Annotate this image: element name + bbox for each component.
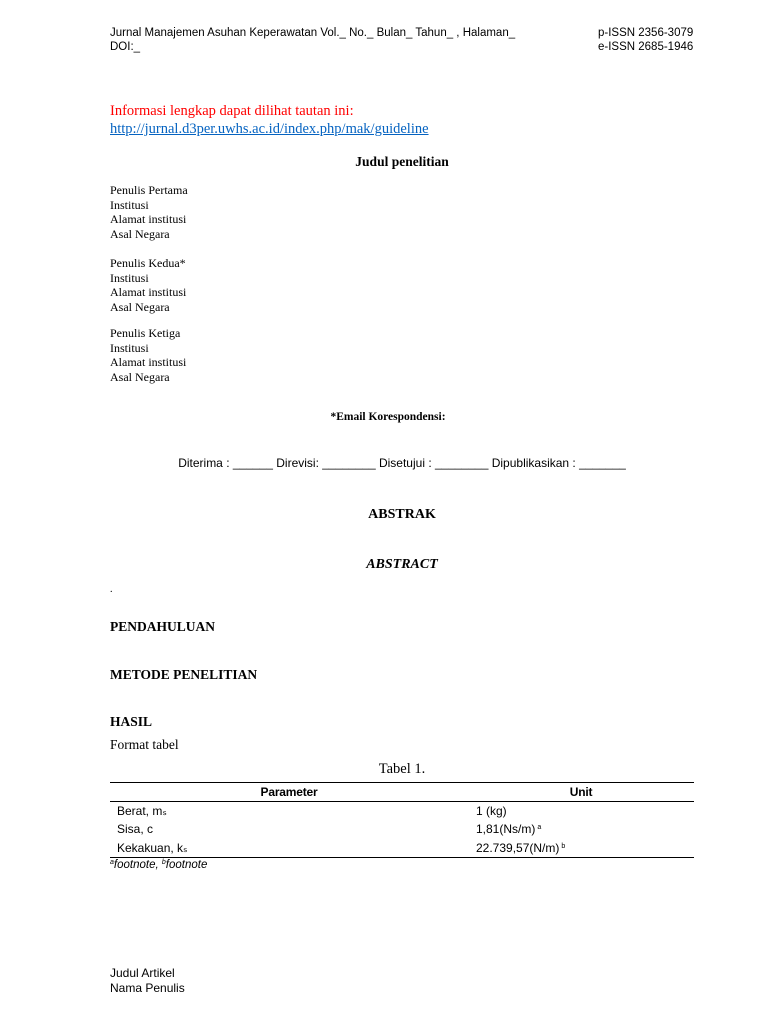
table-row	[110, 839, 694, 857]
table-footnote: $^a$footnote, $^b$footnote	[110, 859, 208, 871]
eissn: e-ISSN 2685-1946	[598, 40, 694, 53]
data-table	[110, 782, 694, 858]
pissn: p-ISSN 2356-3079	[598, 27, 694, 39]
email-correspondence: *Email Korespondensi:	[330, 411, 446, 423]
doi-line: DOI:_	[110, 40, 141, 53]
format-tabel-text: Format tabel	[110, 737, 179, 752]
journal-line: Jurnal Manajemen Asuhan Keperawatan Vol._ No._ Bulan_ Tahun_ , Halaman_	[110, 27, 516, 39]
header-parameter: Parameter	[260, 785, 318, 799]
table-caption: Tabel 1.	[378, 761, 426, 777]
section-hasil: HASIL	[110, 714, 153, 729]
cell-unit: 1,81(Ns/m) $^a$	[476, 822, 542, 837]
author-block-3	[110, 326, 186, 384]
paper-title: Judul penelitian	[355, 154, 449, 169]
guideline-link[interactable]: http://jurnal.d3per.uwhs.ac.id/index.php/mak/guideline	[110, 121, 429, 137]
author-name: Penulis Kedua*	[110, 256, 186, 270]
header-unit: Unit	[569, 785, 593, 799]
abstract-heading: ABSTRACT	[366, 557, 438, 572]
author-block-2	[110, 256, 186, 314]
author-address: Alamat institusi	[110, 355, 187, 369]
table-row	[110, 820, 694, 838]
author-country: Asal Negara	[110, 369, 170, 384]
author-name: Penulis Pertama	[110, 183, 188, 197]
abstrak-heading: ABSTRAK	[368, 507, 436, 522]
author-country: Asal Negara	[110, 226, 170, 241]
footer-article-title: Judul Artikel	[110, 966, 175, 980]
info-text: Informasi lengkap dapat dilihat tautan ini:	[110, 103, 354, 119]
cell-parameter: Sisa, c	[117, 822, 154, 837]
author-institution: Institusi	[110, 340, 149, 355]
table-row	[110, 802, 694, 820]
author-name: Penulis Ketiga	[110, 326, 181, 340]
footer-author-name: Nama Penulis	[110, 980, 185, 995]
cell-unit: 1 (kg)	[476, 804, 507, 818]
issn-block	[598, 27, 693, 54]
running-header	[110, 27, 515, 54]
cell-parameter: Berat, mₛ	[117, 804, 167, 818]
author-address: Alamat institusi	[110, 285, 187, 299]
section-metode: METODE PENELITIAN	[110, 667, 258, 682]
author-block-1	[110, 183, 188, 241]
cell-parameter: Kekakuan, kₛ	[117, 840, 188, 855]
author-address: Alamat institusi	[110, 212, 187, 226]
table-header-row	[110, 783, 694, 801]
author-institution: Institusi	[110, 197, 149, 212]
running-footer	[110, 966, 185, 995]
info-block	[110, 102, 429, 138]
author-institution: Institusi	[110, 270, 149, 285]
stray-dot: .	[110, 584, 113, 595]
author-country: Asal Negara	[110, 299, 170, 314]
cell-unit: 22.739,57(N/m) $^b$	[476, 840, 566, 855]
submission-dates: Diterima : ______ Direvisi: ________ Disetujui : ________ Dipublikasikan : _______	[178, 456, 626, 470]
note-mark: a	[537, 824, 542, 832]
section-pendahuluan: PENDAHULUAN	[110, 619, 216, 634]
note-mark: b	[561, 842, 566, 850]
